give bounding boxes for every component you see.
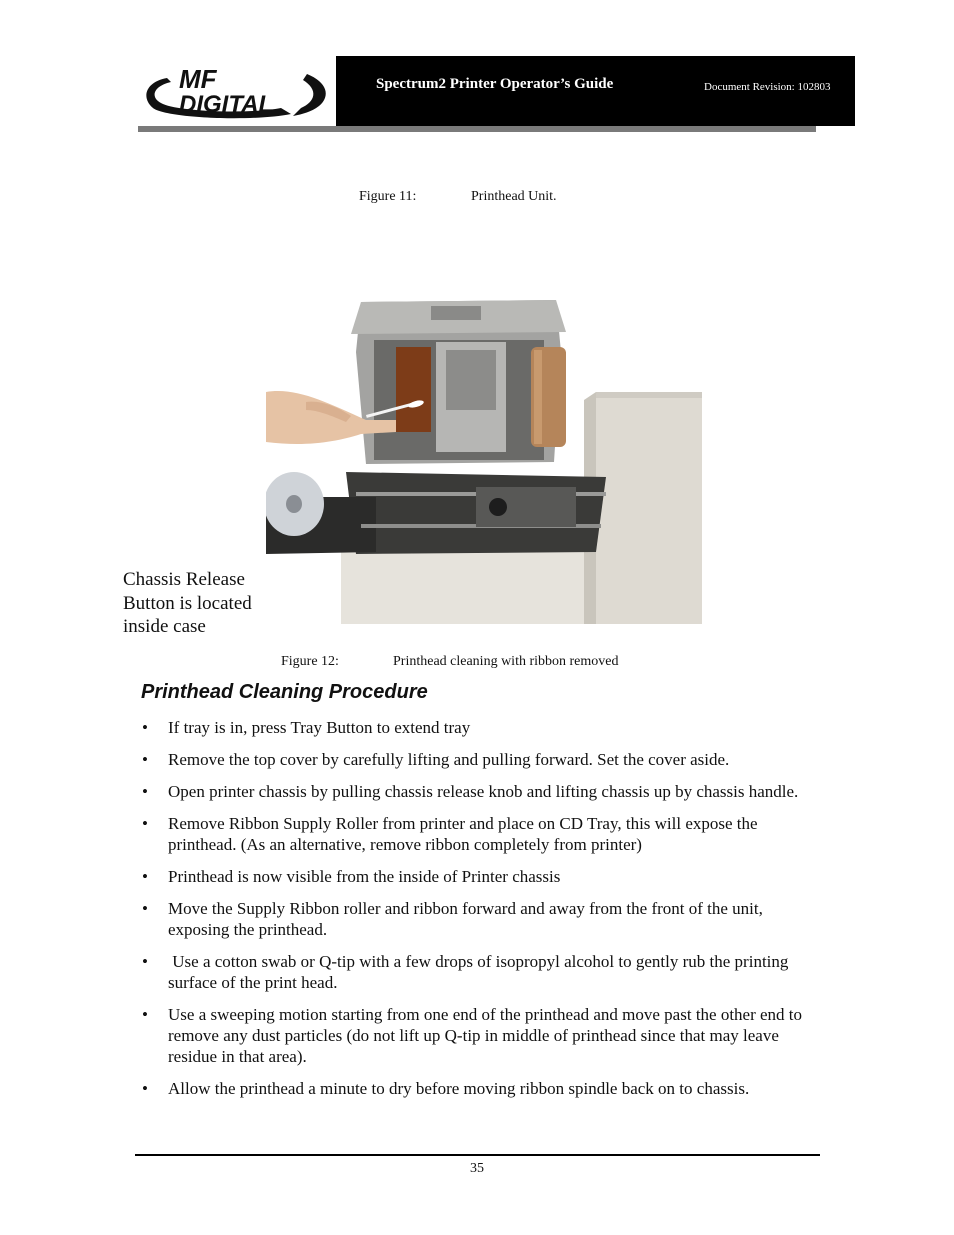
figure-12-text: Printhead cleaning with ribbon removed	[393, 654, 619, 669]
list-item	[138, 1004, 818, 1067]
figure-12-caption	[281, 654, 619, 670]
mf-digital-logo	[131, 56, 336, 126]
step-text: Printhead is now visible from the inside of Printer chassis	[168, 867, 561, 886]
bullet: •	[142, 899, 148, 918]
list-item	[138, 813, 818, 855]
page-number: 35	[470, 1161, 484, 1176]
chassis-release-note: Chassis Release Button is located inside case	[123, 569, 252, 637]
figure-11-caption	[359, 189, 557, 205]
bullet: •	[142, 952, 148, 971]
list-item	[138, 898, 818, 940]
printhead-cleaning-photo	[266, 292, 702, 624]
step-text: If tray is in, press Tray Button to extend tray	[168, 718, 471, 737]
document-revision: Document Revision: 102803	[704, 81, 831, 93]
figure-12-label: Figure 12:	[281, 654, 339, 669]
page-header	[131, 56, 855, 126]
bullet: •	[142, 867, 148, 886]
bullet: •	[142, 1079, 148, 1098]
step-text: Move the Supply Ribbon roller and ribbon forward and away from the front of the unit, exposing the printhead.	[168, 899, 763, 939]
bullet: •	[142, 718, 148, 737]
bullet: •	[142, 814, 148, 833]
list-item	[138, 1078, 818, 1099]
list-item	[138, 781, 818, 802]
step-text: Remove Ribbon Supply Roller from printer and place on CD Tray, this will expose the printhead. (As an alternative, remove ribbon completely from printer)	[168, 814, 758, 854]
logo-text-top: MF	[179, 64, 217, 94]
step-text: Allow the printhead a minute to dry before moving ribbon spindle back on to chassis.	[168, 1079, 750, 1098]
list-item	[138, 951, 818, 993]
logo-text-bottom: DIGITAL	[179, 91, 274, 118]
step-text: Open printer chassis by pulling chassis release knob and lifting chassis up by chassis handle.	[168, 782, 799, 801]
bullet: •	[142, 782, 148, 801]
step-text: Remove the top cover by carefully lifting and pulling forward. Set the cover aside.	[168, 750, 730, 769]
bullet: •	[142, 1005, 148, 1024]
figure-11-text: Printhead Unit.	[471, 189, 557, 204]
list-item	[138, 866, 818, 887]
figure-11-label: Figure 11:	[359, 189, 417, 204]
footer-rule	[135, 1154, 820, 1156]
list-item	[138, 717, 818, 738]
step-text: Use a cotton swab or Q-tip with a few drops of isopropyl alcohol to gently rub the printing surface of the print head.	[168, 952, 793, 992]
step-text: Use a sweeping motion starting from one end of the printhead and move past the other end to remove any dust particles (do not lift up Q-tip in middle of printhead since that may leave residue in that area).	[168, 1005, 803, 1066]
section-heading: Printhead Cleaning Procedure	[141, 681, 428, 703]
document-title: Spectrum2 Printer Operator’s Guide	[376, 76, 614, 92]
bullet: •	[142, 750, 148, 769]
cleaning-steps-list	[138, 717, 818, 1110]
list-item	[138, 749, 818, 770]
